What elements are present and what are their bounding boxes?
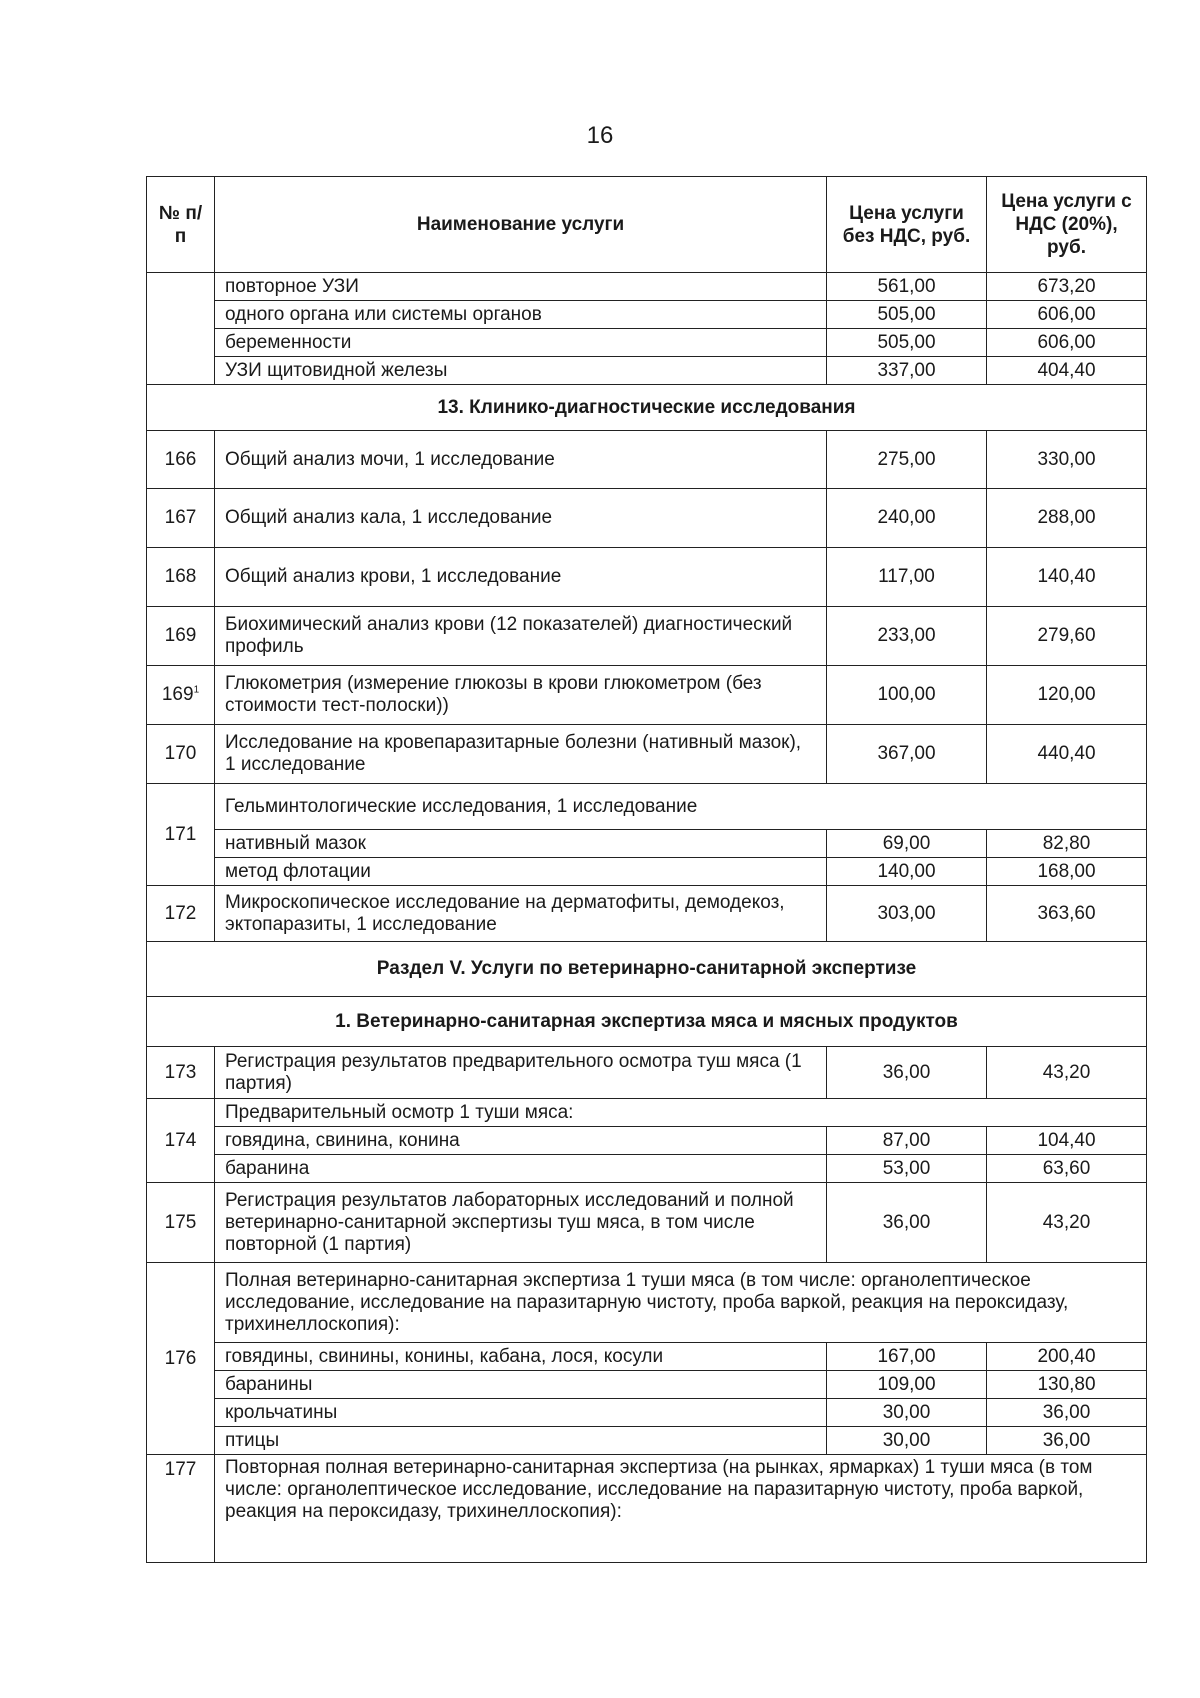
subrow-name: говядины, свинины, конины, кабана, лося, косули — [215, 1343, 827, 1371]
row-name: УЗИ щитовидной железы — [215, 357, 827, 385]
row-name: беременности — [215, 329, 827, 357]
table-row — [147, 489, 1147, 548]
page-number: 16 — [586, 122, 614, 149]
row-price-vat: 404,40 — [987, 357, 1147, 385]
table-subrow — [147, 1427, 1147, 1455]
row-name: Общий анализ мочи, 1 исследование — [215, 431, 827, 489]
row-num — [147, 666, 215, 725]
row-num: 170 — [147, 725, 215, 784]
section-row — [147, 997, 1147, 1047]
row-price-vat: 120,00 — [987, 666, 1147, 725]
subrow-price-vat: 36,00 — [987, 1399, 1147, 1427]
row-price-vat: 43,20 — [987, 1047, 1147, 1099]
section-row — [147, 942, 1147, 997]
subrow-price: 87,00 — [827, 1127, 987, 1155]
row-price-vat: 606,00 — [987, 329, 1147, 357]
subrow-price: 53,00 — [827, 1155, 987, 1183]
subrow-price-vat: 82,80 — [987, 830, 1147, 858]
row-num: 169 — [147, 607, 215, 666]
table-subrow — [147, 1343, 1147, 1371]
table-row — [147, 607, 1147, 666]
table-row — [147, 1455, 1147, 1563]
row-num: 177 — [147, 1455, 215, 1563]
table-row — [147, 273, 1147, 301]
subrow-name: баранина — [215, 1155, 827, 1183]
table-subrow — [147, 1399, 1147, 1427]
table-header-row — [147, 177, 1147, 273]
subrow-price: 140,00 — [827, 858, 987, 886]
row-name: Биохимический анализ крови (12 показателей) диагностический профиль — [215, 607, 827, 666]
subrow-price-vat: 130,80 — [987, 1371, 1147, 1399]
table-row — [147, 886, 1147, 942]
row-name: Микроскопическое исследование на дерматофиты, демодекоз, эктопаразиты, 1 исследование — [215, 886, 827, 942]
row-num-superscript: 1 — [193, 684, 200, 696]
subrow-name: птицы — [215, 1427, 827, 1455]
row-name: Регистрация результатов предварительного осмотра туш мяса (1 партия) — [215, 1047, 827, 1099]
subrow-name: нативный мазок — [215, 830, 827, 858]
row-price: 36,00 — [827, 1183, 987, 1263]
table-row — [147, 548, 1147, 607]
subrow-price: 30,00 — [827, 1427, 987, 1455]
row-price: 36,00 — [827, 1047, 987, 1099]
row-name: Предварительный осмотр 1 туши мяса: — [215, 1099, 1147, 1127]
row-name: Полная ветеринарно-санитарная экспертиза 1 туши мяса (в том числе: органолептическое исследование, исследование на паразитарную чистоту, проба варкой, реакция на пероксидазу, трихинеллоскопия): — [215, 1263, 1147, 1343]
table-row — [147, 1183, 1147, 1263]
row-name: Гельминтологические исследования, 1 исследование — [215, 784, 1147, 830]
row-price-vat: 43,20 — [987, 1183, 1147, 1263]
table-row — [147, 1047, 1147, 1099]
row-price-vat: 440,40 — [987, 725, 1147, 784]
subrow-price: 69,00 — [827, 830, 987, 858]
table-row — [147, 725, 1147, 784]
row-name: одного органа или системы органов — [215, 301, 827, 329]
row-price-vat: 279,60 — [987, 607, 1147, 666]
row-price-vat: 140,40 — [987, 548, 1147, 607]
row-price-vat: 363,60 — [987, 886, 1147, 942]
header-price-vat: Цена услуги с НДС (20%), руб. — [987, 177, 1147, 273]
row-price: 561,00 — [827, 273, 987, 301]
table-subrow — [147, 830, 1147, 858]
row-num: 173 — [147, 1047, 215, 1099]
row-name: Общий анализ крови, 1 исследование — [215, 548, 827, 607]
subrow-price: 30,00 — [827, 1399, 987, 1427]
subrow-price-vat: 200,40 — [987, 1343, 1147, 1371]
row-num: 176 — [147, 1263, 215, 1455]
header-price-no-vat: Цена услуги без НДС, руб. — [827, 177, 987, 273]
table-row — [147, 357, 1147, 385]
subrow-price-vat: 36,00 — [987, 1427, 1147, 1455]
row-price: 337,00 — [827, 357, 987, 385]
table-subrow — [147, 1371, 1147, 1399]
row-num: 174 — [147, 1099, 215, 1183]
row-name: Общий анализ кала, 1 исследование — [215, 489, 827, 548]
row-price-vat: 606,00 — [987, 301, 1147, 329]
table-row — [147, 784, 1147, 830]
row-price: 100,00 — [827, 666, 987, 725]
row-num — [147, 273, 215, 385]
row-num: 166 — [147, 431, 215, 489]
row-name: Исследование на кровепаразитарные болезни (нативный мазок), 1 исследование — [215, 725, 827, 784]
row-name: Повторная полная ветеринарно-санитарная экспертиза (на рынках, ярмарках) 1 туши мяса (в том числе: органолептическое исследование, исследование на паразитарную чистоту, проба варкой, реакция на пероксидазу, трихинеллоскопия): — [215, 1455, 1147, 1563]
subrow-name: крольчатины — [215, 1399, 827, 1427]
row-num: 175 — [147, 1183, 215, 1263]
subrow-price-vat: 168,00 — [987, 858, 1147, 886]
row-price-vat: 673,20 — [987, 273, 1147, 301]
table-row — [147, 1099, 1147, 1127]
row-price: 240,00 — [827, 489, 987, 548]
row-num: 172 — [147, 886, 215, 942]
row-name: повторное УЗИ — [215, 273, 827, 301]
table-subrow — [147, 1155, 1147, 1183]
header-num: № п/п — [147, 177, 215, 273]
row-price: 233,00 — [827, 607, 987, 666]
table-subrow — [147, 1127, 1147, 1155]
subrow-name: метод флотации — [215, 858, 827, 886]
row-num: 171 — [147, 784, 215, 886]
row-price: 275,00 — [827, 431, 987, 489]
table-row — [147, 666, 1147, 725]
row-num: 168 — [147, 548, 215, 607]
row-price: 505,00 — [827, 301, 987, 329]
table-row — [147, 329, 1147, 357]
subrow-price-vat: 104,40 — [987, 1127, 1147, 1155]
subrow-name: баранины — [215, 1371, 827, 1399]
subsection-title: 1. Ветеринарно-санитарная экспертиза мяса и мясных продуктов — [147, 997, 1147, 1047]
row-price: 505,00 — [827, 329, 987, 357]
subrow-price-vat: 63,60 — [987, 1155, 1147, 1183]
table-row — [147, 431, 1147, 489]
subrow-price: 109,00 — [827, 1371, 987, 1399]
table-row — [147, 1263, 1147, 1343]
subrow-price: 167,00 — [827, 1343, 987, 1371]
price-table — [146, 176, 1147, 1563]
row-price-vat: 288,00 — [987, 489, 1147, 548]
row-name: Регистрация результатов лабораторных исследований и полной ветеринарно-санитарной экспертизы туш мяса, в том числе повторной (1 партия) — [215, 1183, 827, 1263]
row-price: 367,00 — [827, 725, 987, 784]
row-num-main: 169 — [161, 684, 194, 705]
row-num: 167 — [147, 489, 215, 548]
row-price-vat: 330,00 — [987, 431, 1147, 489]
table-subrow — [147, 858, 1147, 886]
table-row — [147, 301, 1147, 329]
row-name: Глюкометрия (измерение глюкозы в крови глюкометром (без стоимости тест-полоски)) — [215, 666, 827, 725]
row-price: 303,00 — [827, 886, 987, 942]
section-title: Раздел V. Услуги по ветеринарно-санитарной экспертизе — [147, 942, 1147, 997]
header-name: Наименование услуги — [215, 177, 827, 273]
subrow-name: говядина, свинина, конина — [215, 1127, 827, 1155]
row-price: 117,00 — [827, 548, 987, 607]
section-row — [147, 385, 1147, 431]
section-title: 13. Клинико-диагностические исследования — [147, 385, 1147, 431]
